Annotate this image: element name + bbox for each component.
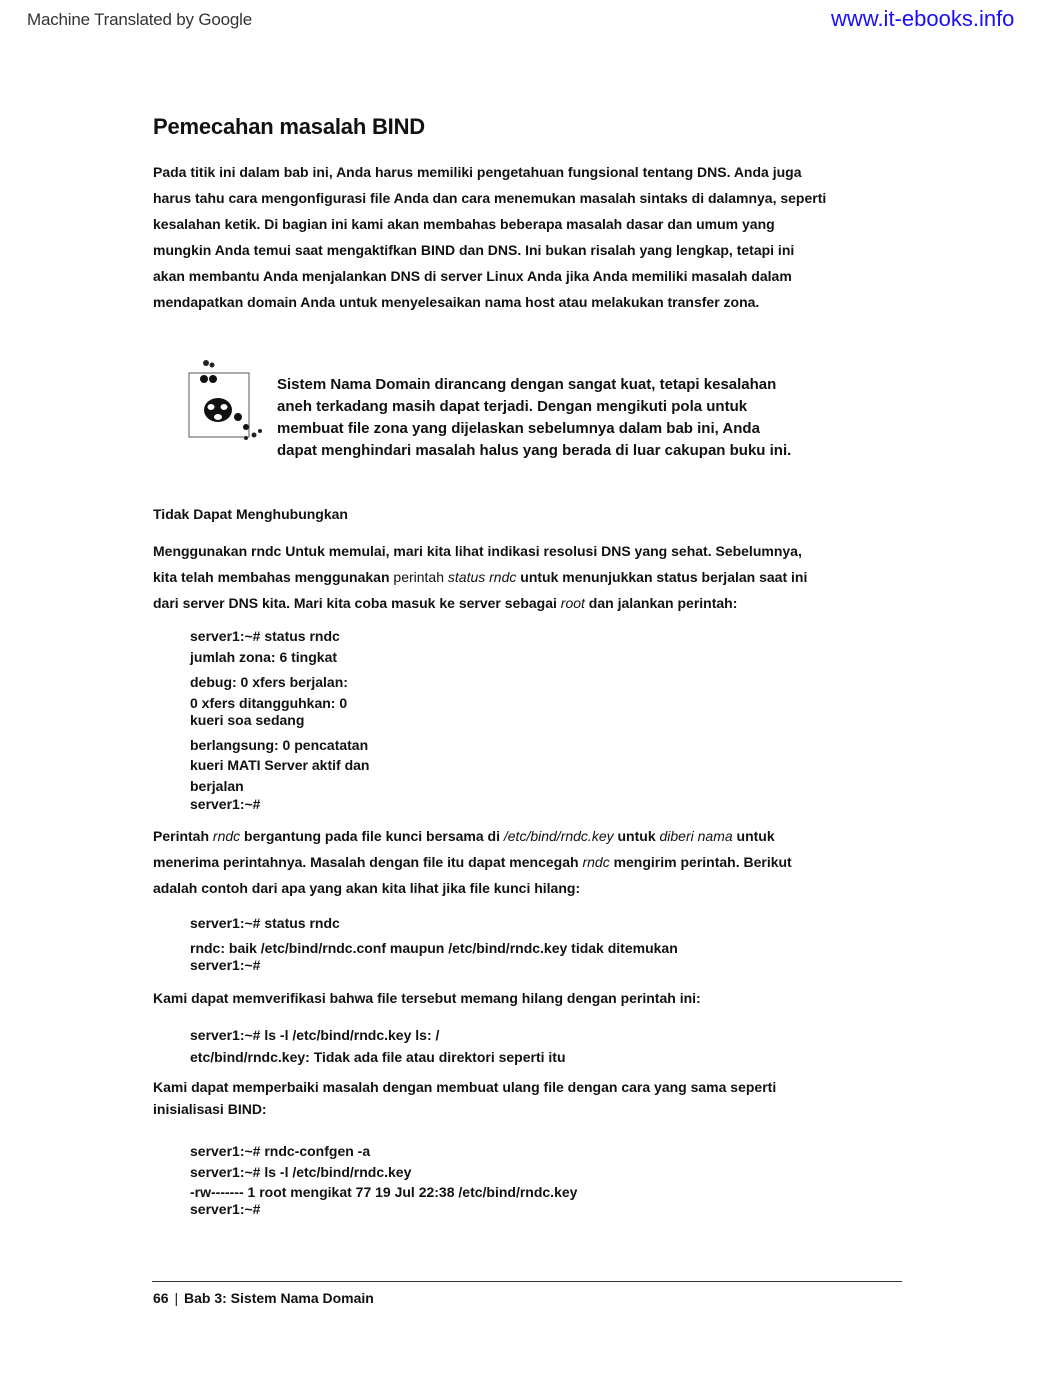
- code-line: kueri soa sedang: [190, 712, 305, 728]
- intro-line: Pada titik ini dalam bab ini, Anda harus memiliki pengetahuan fungsional tentang DNS. Anda juga: [153, 164, 802, 180]
- paragraph-line: [153, 590, 737, 616]
- note-line: dapat menghindari masalah halus yang berada di luar cakupan buku ini.: [277, 442, 792, 459]
- note-text: [277, 374, 857, 462]
- code-line: rndc: baik /etc/bind/rndc.conf maupun /etc/bind/rndc.key tidak ditemukan: [190, 940, 678, 956]
- text-run: perintah: [393, 569, 448, 585]
- paragraph-line: [153, 564, 807, 590]
- text-run: bergantung pada file kunci bersama di: [240, 828, 504, 844]
- code-line: berjalan: [190, 778, 244, 794]
- paragraph-line: adalah contoh dari apa yang akan kita lihat jika file kunci hilang:: [153, 880, 581, 896]
- subsection-heading: Tidak Dapat Menghubungkan: [153, 506, 348, 522]
- code-line: server1:~# rndc-confgen -a: [190, 1143, 371, 1159]
- italic-command: rndc: [582, 854, 610, 870]
- code-line: berlangsung: 0 pencatatan: [190, 737, 369, 753]
- text-run: untuk menunjukkan status berjalan saat ini: [516, 569, 808, 585]
- text-run: dan jalankan perintah:: [584, 595, 738, 611]
- code-line: -rw------- 1 root mengikat 77 19 Jul 22:38 /etc/bind/rndc.key: [190, 1184, 578, 1200]
- page-footer: [153, 1290, 374, 1306]
- intro-line: harus tahu cara mengonfigurasi file Anda dan cara menemukan masalah sintaks di dalamnya, seperti: [153, 190, 827, 206]
- code-line: etc/bind/rndc.key: Tidak ada file atau direktori seperti itu: [190, 1049, 566, 1065]
- code-line: server1:~# ls -l /etc/bind/rndc.key ls: /: [190, 1027, 440, 1043]
- paragraph-line: inisialisasi BIND:: [153, 1101, 267, 1117]
- italic-path: /etc/bind/rndc.key: [503, 828, 614, 844]
- note-line: membuat file zona yang dijelaskan sebelumnya dalam bab ini, Anda: [277, 420, 760, 437]
- italic-command: status rndc: [447, 569, 517, 585]
- text-run: untuk: [732, 828, 775, 844]
- tarsier-note-icon: [186, 355, 272, 443]
- text-run: mengirim perintah. Berikut: [609, 854, 792, 870]
- paragraph-line: Kami dapat memperbaiki masalah dengan membuat ulang file dengan cara yang sama seperti: [153, 1079, 777, 1095]
- intro-line: mendapatkan domain Anda untuk menyelesaikan nama host atau melakukan transfer zona.: [153, 294, 760, 310]
- code-line: jumlah zona: 6 tingkat: [190, 649, 338, 665]
- footer-separator: |: [174, 1290, 179, 1306]
- italic-term: diberi nama: [659, 828, 733, 844]
- paragraph-verify: Kami dapat memverifikasi bahwa file tersebut memang hilang dengan perintah ini:: [153, 990, 701, 1006]
- text-run: Perintah: [153, 828, 213, 844]
- code-line: server1:~#: [190, 796, 261, 812]
- section-title: Pemecahan masalah BIND: [153, 114, 425, 139]
- code-line: server1:~# ls -l /etc/bind/rndc.key: [190, 1164, 412, 1180]
- paragraph-line: Menggunakan rndc Untuk memulai, mari kita lihat indikasi resolusi DNS yang sehat. Sebelumnya,: [153, 543, 802, 559]
- note-line: aneh terkadang masih dapat terjadi. Dengan mengikuti pola untuk: [277, 398, 748, 415]
- code-line: server1:~# status rndc: [190, 915, 340, 931]
- code-line: server1:~# status rndc: [190, 628, 340, 644]
- page-number: 66: [153, 1290, 169, 1306]
- code-line: 0 xfers ditangguhkan: 0: [190, 695, 348, 711]
- code-line: kueri MATI Server aktif dan: [190, 757, 370, 773]
- text-run: dari server DNS kita. Mari kita coba masuk ke server sebagai: [153, 595, 561, 611]
- text-run: untuk: [613, 828, 660, 844]
- italic-command: rndc: [212, 828, 241, 844]
- text-run: menerima perintahnya. Masalah dengan file itu dapat mencegah: [153, 854, 583, 870]
- site-link[interactable]: www.it-ebooks.info: [831, 6, 1015, 31]
- note-line: Sistem Nama Domain dirancang dengan sangat kuat, tetapi kesalahan: [277, 376, 777, 393]
- translation-notice: Machine Translated by Google: [27, 10, 252, 29]
- intro-line: akan membantu Anda menjalankan DNS di server Linux Anda jika Anda memiliki masalah dalam: [153, 268, 792, 284]
- intro-line: mungkin Anda temui saat mengaktifkan BIND dan DNS. Ini bukan risalah yang lengkap, tetapi ini: [153, 242, 795, 258]
- code-line: server1:~#: [190, 1201, 261, 1217]
- paragraph-line: [153, 849, 792, 875]
- code-line: server1:~#: [190, 957, 261, 973]
- code-line: debug: 0 xfers berjalan:: [190, 674, 348, 690]
- chapter-title: Bab 3: Sistem Nama Domain: [184, 1290, 374, 1306]
- italic-term: root: [560, 595, 585, 611]
- text-run: kita telah membahas menggunakan: [153, 569, 394, 585]
- intro-line: kesalahan ketik. Di bagian ini kami akan membahas beberapa masalah dasar dan umum yang: [153, 216, 775, 232]
- paragraph-line: [153, 823, 775, 849]
- footer-divider: [152, 1281, 902, 1282]
